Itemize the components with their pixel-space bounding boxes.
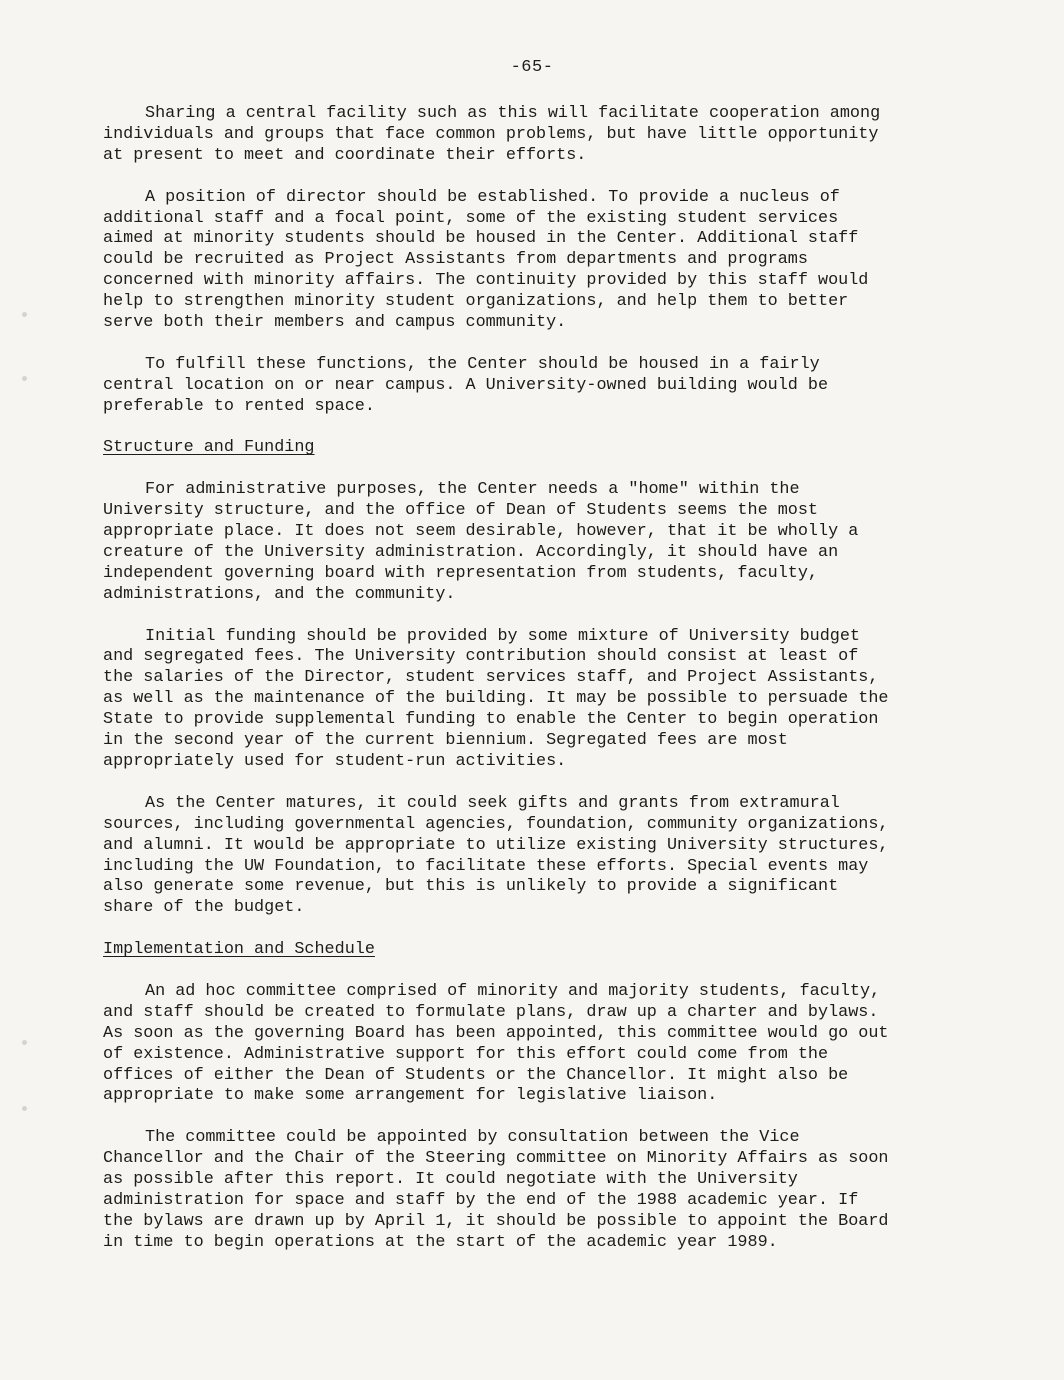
heading-implementation-schedule: Implementation and Schedule (103, 940, 375, 960)
paragraph-ad-hoc-committee: An ad hoc committee comprised of minority and majority students, faculty, and staff should be created to formulate plans, draw up a charter and bylaws. As soon as the governing Board has been appointed, this committee would go out of existence. Administrative support for this effort could come from the offices of either the Dean of Students or the Chancellor. It might also be appropriate to make some arrangement for legislative liaison. (103, 981, 889, 1106)
paragraph-initial-funding: Initial funding should be provided by some mixture of University budget and segregated fees. The University contribution should consist at least of the salaries of the Director, student services staff, and Project Assistants, as well as the maintenance of the building. It may be possible to persuade the State to provide supplemental funding to enable the Center to begin operation in the second year of the current biennium. Segregated fees are most appropriately used for student-run activities. (103, 626, 889, 772)
binder-hole-mark (22, 312, 27, 317)
paragraph-administrative-home: For administrative purposes, the Center needs a "home" within the University structure, and the office of Dean of Students seems the most appropriate place. It does not seem desirable, however, that it be wholly a creature of the University administration. Accordingly, it should have an independent governing board with representation from students, faculty, administrations, and the community. (103, 480, 859, 604)
binder-hole-mark (22, 1106, 27, 1111)
paragraph-shared-facility: Sharing a central facility such as this will facilitate cooperation among individuals and groups that face common problems, but have little opportunity at present to meet and coordinate their efforts. (103, 104, 881, 165)
binder-hole-mark (22, 376, 27, 381)
page-number: -65- (510, 58, 554, 77)
heading-structure-funding: Structure and Funding (103, 438, 315, 458)
paragraph-committee-appointment: The committee could be appointed by consultation between the Vice Chancellor and the Chair of the Steering committee on Minority Affairs as soon as possible after this report. It could negotiate with the University administration for space and staff by the end of the 1988 academic year. If the bylaws are drawn up by April 1, it should be possible to appoint the Board in time to begin operations at the start of the academic year 1989. (103, 1128, 889, 1252)
binder-hole-mark (22, 1040, 27, 1045)
paragraph-extramural-sources: As the Center matures, it could seek gifts and grants from extramural sources, including governmental agencies, foundation, community organizations, and alumni. It would be appropriate to utilize existing University structures, including the UW Foundation, to facilitate these efforts. Special events may also generate some revenue, but this is unlikely to provide a significant share of the budget. (103, 793, 889, 918)
document-body (103, 104, 943, 1275)
paragraph-center-location: To fulfill these functions, the Center should be housed in a fairly central location on or near campus. A University-owned building would be preferable to rented space. (103, 354, 829, 416)
paragraph-director-position: A position of director should be established. To provide a nucleus of additional staff and a focal point, some of the existing student services aimed at minority students should be housed in the Center. Additional staff could be recruited as Project Assistants from departments and programs concerned with minority affairs. The continuity provided by this staff would help to strengthen minority student organizations, and help them to better serve both their members and campus community. (103, 187, 869, 333)
